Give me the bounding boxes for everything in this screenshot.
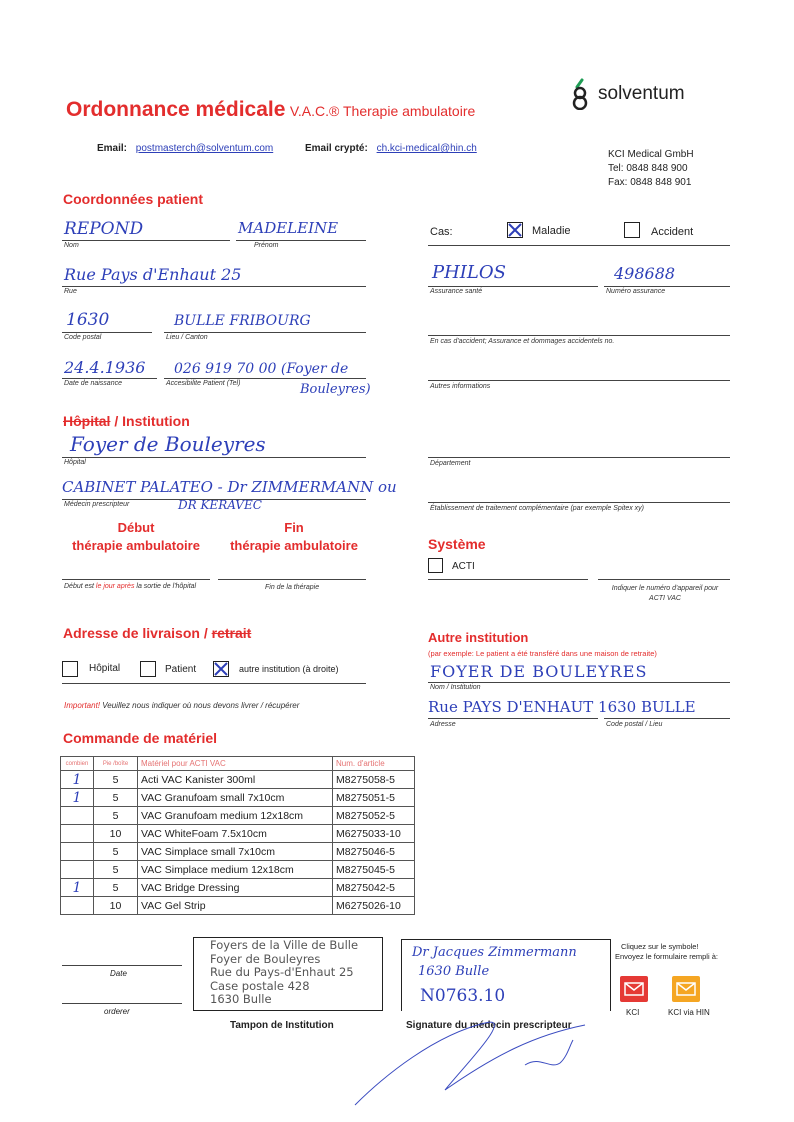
hopital-value[interactable]: Foyer de Bouleyres — [70, 432, 266, 456]
nom-value[interactable]: REPOND — [64, 219, 144, 239]
autre-address-value[interactable]: Rue PAYS D'ENHAUT 1630 BULLE — [428, 698, 696, 716]
company-name: KCI Medical GmbH — [608, 149, 694, 160]
important-rest: Veuillez nous indiquer où nous devons livrer / récupérer — [100, 701, 300, 710]
stamp-line-2: Foyer de Bouleyres — [210, 951, 321, 966]
cell-article: M8275042-5 — [333, 879, 415, 897]
prenom-label: Prénom — [254, 242, 279, 249]
institution-title-strike: Hôpital — [63, 413, 111, 429]
autre-institution-example: (par exemple: Le patient a été transféré dans une maison de retraite) — [428, 649, 657, 658]
check-cross-icon — [214, 662, 228, 676]
cell-pcs: 5 — [94, 771, 138, 789]
email-link[interactable]: postmasterch@solventum.com — [135, 143, 274, 154]
dob-value[interactable]: 24.4.1936 — [64, 358, 146, 377]
rue-label: Rue — [64, 288, 77, 295]
insurance-value[interactable]: PHILOS — [432, 262, 506, 283]
signature-line-1: Dr Jacques Zimmermann — [412, 945, 577, 960]
patient-section-title: Coordonnées patient — [63, 191, 204, 207]
accident-checkbox[interactable] — [624, 222, 640, 238]
device-label — [600, 584, 730, 604]
delivery-patient-checkbox[interactable] — [140, 661, 156, 677]
delivery-autre-checkbox[interactable] — [213, 661, 229, 677]
solventum-logo-icon — [568, 78, 594, 110]
cell-pcs: 5 — [94, 861, 138, 879]
delivery-hopital-checkbox[interactable] — [62, 661, 78, 677]
commande-title: Commande de matériel — [63, 730, 218, 746]
kci-label: KCI — [626, 1008, 640, 1017]
stamp-line-4: Case postale 428 — [210, 978, 310, 993]
acti-checkbox[interactable] — [428, 558, 443, 573]
table-row — [61, 789, 415, 807]
cell-material: VAC Bridge Dressing — [138, 879, 333, 897]
cell-article: M8275045-5 — [333, 861, 415, 879]
mail-icon — [672, 976, 700, 1002]
insurance-label: Assurance santé — [430, 288, 483, 295]
debut-note-c: la sortie de l'hôpital — [134, 583, 197, 590]
autre-cp-label: Code postal / Lieu — [606, 721, 663, 728]
fin-title — [224, 519, 364, 555]
accident-insurance-label: En cas d'accident; Assurance et dommages accidentels no. — [430, 338, 615, 345]
important-red: Important! — [64, 701, 101, 710]
cell-qty[interactable] — [61, 807, 94, 825]
cell-article: M8275051-5 — [333, 789, 415, 807]
cell-material: VAC Gel Strip — [138, 897, 333, 915]
cell-pcs: 5 — [94, 879, 138, 897]
solventum-logo — [568, 78, 685, 110]
systeme-title: Système — [428, 536, 486, 552]
tel-value[interactable]: 026 919 70 00 (Foyer de — [174, 361, 349, 377]
cell-qty[interactable]: 1 — [61, 771, 94, 789]
cp-label: Code postal — [64, 334, 102, 341]
fin-label: Fin de la thérapie — [265, 584, 320, 591]
orderer-label: orderer — [104, 1007, 130, 1016]
material-table-header — [61, 757, 415, 771]
cell-qty[interactable] — [61, 825, 94, 843]
lieu-value[interactable]: BULLE FRIBOURG — [174, 313, 311, 329]
lieu-label: Lieu / Canton — [166, 334, 208, 341]
mail-icon — [620, 976, 648, 1002]
debut-note — [64, 583, 196, 590]
table-row — [61, 861, 415, 879]
cell-qty[interactable] — [61, 843, 94, 861]
title-main: Ordonnance médicale — [66, 98, 286, 121]
signature-scribble — [345, 995, 605, 1115]
email-crypt-row — [305, 143, 477, 154]
autre-name-label: Nom / Institution — [430, 684, 481, 691]
institution-title-rest: / Institution — [114, 413, 190, 429]
click-note-1: Cliquez sur le symbole! — [621, 942, 699, 951]
maladie-label: Maladie — [532, 225, 571, 237]
other-info-label: Autres informations — [430, 383, 491, 390]
table-row — [61, 825, 415, 843]
delivery-title-strike: retrait — [211, 625, 252, 641]
col-materiel: Matériel pour ACTI VAC — [138, 757, 333, 771]
debut-title — [68, 519, 204, 555]
cell-article: M8275058-5 — [333, 771, 415, 789]
col-article: Num. d'article — [333, 757, 415, 771]
cell-material: VAC Simplace medium 12x18cm — [138, 861, 333, 879]
accident-label: Accident — [651, 226, 694, 238]
email-label: Email: — [97, 143, 128, 154]
kci-hin-label: KCI via HIN — [668, 1008, 710, 1017]
debut-title-1: Début — [117, 520, 155, 535]
cell-article: M8275052-5 — [333, 807, 415, 825]
company-tel: Tel: 0848 848 900 — [608, 163, 688, 174]
signature-line-2: 1630 Bulle — [418, 964, 490, 979]
medecin-value-2[interactable]: DR KERAVEC — [178, 498, 262, 512]
kci-mail-button[interactable] — [620, 976, 648, 1002]
autre-adresse-label: Adresse — [430, 721, 456, 728]
delivery-title — [63, 625, 251, 641]
cell-qty[interactable] — [61, 897, 94, 915]
cell-material: VAC WhiteFoam 7.5x10cm — [138, 825, 333, 843]
cell-material: VAC Granufoam small 7x10cm — [138, 789, 333, 807]
device-label-2: ACTI VAC — [649, 595, 681, 602]
insurance-no-value[interactable]: 498688 — [614, 264, 676, 283]
click-note-2: Envoyez le formulaire rempli à: — [615, 952, 718, 961]
material-table — [60, 756, 415, 915]
delivery-autre-label: autre institution (à droite) — [239, 664, 339, 674]
stamp-label: Tampon de Institution — [230, 1020, 334, 1031]
date-label: Date — [110, 969, 127, 978]
institution-title — [63, 413, 190, 429]
nom-label: Nom — [64, 242, 79, 249]
company-block — [608, 148, 694, 190]
maladie-checkbox[interactable] — [507, 222, 523, 238]
table-row — [61, 843, 415, 861]
signature-label: Signature du médecin prescripteur — [406, 1020, 572, 1031]
stamp-line-5: 1630 Bulle — [210, 992, 272, 1006]
check-cross-icon — [508, 223, 522, 237]
acti-label: ACTI — [452, 561, 475, 572]
departement-label: Département — [430, 460, 471, 467]
cell-material: VAC Simplace small 7x10cm — [138, 843, 333, 861]
cas-label: Cas: — [430, 226, 453, 238]
cell-pcs: 5 — [94, 843, 138, 861]
cell-article: M6275033-10 — [333, 825, 415, 843]
cell-qty[interactable]: 1 — [61, 789, 94, 807]
cell-pcs: 10 — [94, 825, 138, 843]
tel-value-2[interactable]: Bouleyres) — [300, 382, 371, 397]
tel-label: Accesibilite Patient (Tel) — [166, 380, 241, 387]
signature-line-3: N0763.10 — [420, 986, 506, 1006]
email-crypt-link[interactable]: ch.kci-medical@hin.ch — [376, 143, 477, 154]
medecin-value[interactable]: CABINET PALATEO - Dr ZIMMERMANN ou — [62, 478, 397, 496]
col-combien: combien — [61, 757, 94, 771]
cell-material: Acti VAC Kanister 300ml — [138, 771, 333, 789]
insurance-no-label: Numéro assurance — [606, 288, 666, 295]
stamp-line-1: Foyers de la Ville de Bulle — [210, 938, 359, 952]
table-row — [61, 879, 415, 897]
debut-note-a: Début est — [64, 583, 96, 590]
delivery-patient-label: Patient — [165, 664, 197, 675]
cell-pcs: 5 — [94, 807, 138, 825]
page-title — [66, 98, 475, 122]
company-fax: Fax: 0848 848 901 — [608, 177, 692, 188]
medecin-label: Médecin prescripteur — [64, 501, 130, 508]
cell-pcs: 5 — [94, 789, 138, 807]
stamp-line-3: Rue du Pays-d'Enhaut 25 — [210, 965, 354, 979]
prenom-value[interactable]: MADELEINE — [238, 219, 339, 237]
cell-material: VAC Granufoam medium 12x18cm — [138, 807, 333, 825]
debut-note-b: le jour après — [95, 583, 135, 590]
fin-title-2: thérapie ambulatoire — [230, 538, 358, 553]
cp-value[interactable]: 1630 — [66, 310, 110, 330]
dob-label: Date de naissance — [64, 380, 122, 387]
delivery-hopital-label: Hôpital — [89, 663, 121, 674]
fin-title-1: Fin — [284, 520, 304, 535]
important-note — [64, 701, 299, 710]
click-note — [615, 942, 718, 962]
hopital-label: Hôpital — [64, 459, 86, 466]
delivery-title-main: Adresse de livraison / — [63, 625, 208, 641]
cell-pcs: 10 — [94, 897, 138, 915]
email-row — [97, 143, 273, 154]
debut-title-2: thérapie ambulatoire — [72, 538, 200, 553]
table-row — [61, 897, 415, 915]
table-row — [61, 807, 415, 825]
cell-qty[interactable] — [61, 861, 94, 879]
cell-qty[interactable]: 1 — [61, 879, 94, 897]
rue-value[interactable]: Rue Pays d'Enhaut 25 — [64, 265, 242, 284]
autre-name-value[interactable]: FOYER DE BOULEYRES — [430, 662, 648, 681]
autre-institution-title: Autre institution — [428, 630, 529, 645]
device-label-1: Indiquer le numéro d'appareil pour — [611, 585, 719, 592]
cell-article: M8275046-5 — [333, 843, 415, 861]
cell-article: M6275026-10 — [333, 897, 415, 915]
etablissement-label: Établissement de traitement complémentaire (par exemple Spitex xy) — [430, 505, 644, 512]
table-row — [61, 771, 415, 789]
email-crypt-label: Email crypté: — [305, 143, 368, 154]
col-pie: Pie /boîte — [94, 757, 138, 771]
logo-text: solventum — [598, 83, 685, 104]
title-sub: V.A.C.® Therapie ambulatoire — [289, 103, 476, 119]
kci-hin-mail-button[interactable] — [672, 976, 700, 1002]
